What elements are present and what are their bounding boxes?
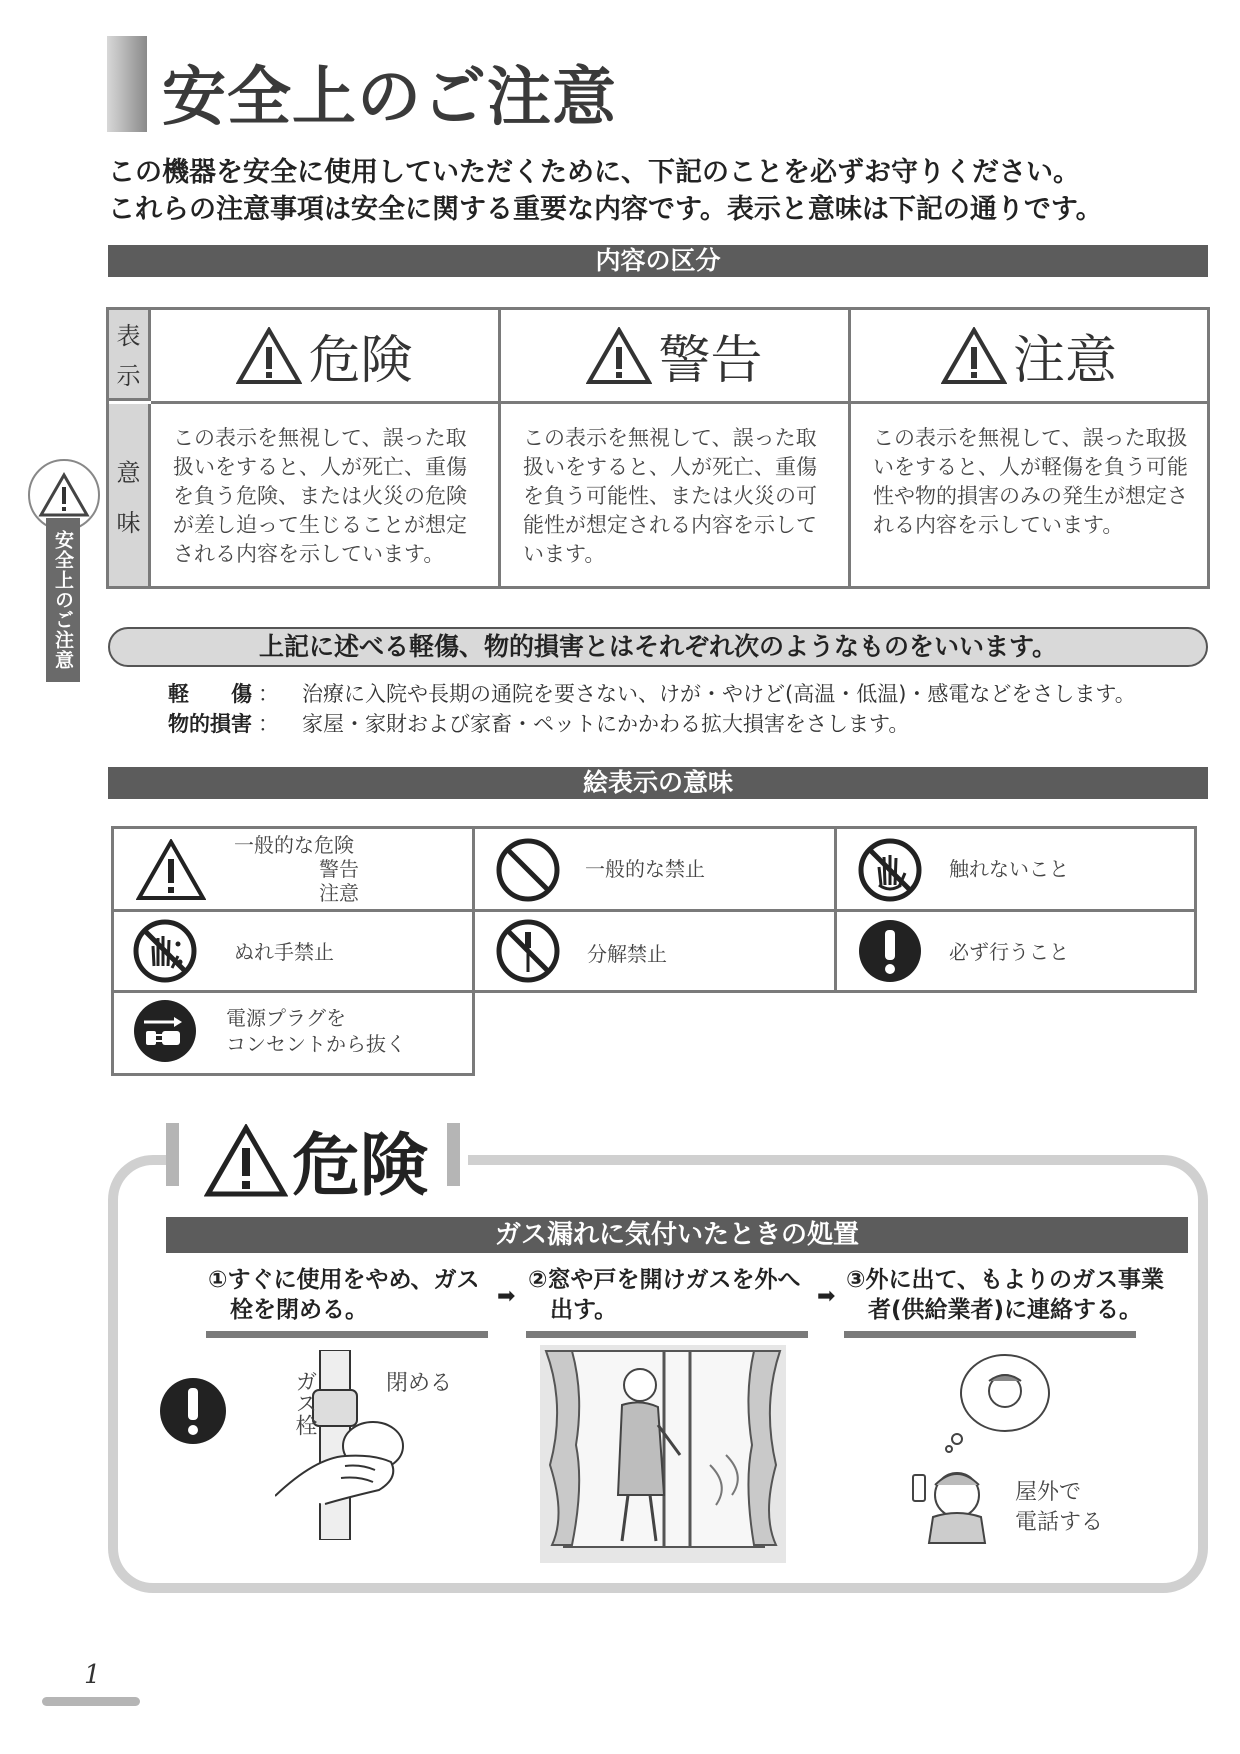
gas-valve-label: ガス栓 xyxy=(292,1370,317,1436)
symbols-header: 絵表示の意味 xyxy=(108,767,1208,799)
close-label: 閉める xyxy=(386,1371,453,1396)
category-name: 危険 xyxy=(308,331,413,391)
row-label-char: 表 xyxy=(116,322,141,350)
definitions-header: 上記に述べる軽傷、物的損害とはそれぞれ次のようなものをいいます。 xyxy=(108,627,1208,667)
symbol-label: 電源プラグを xyxy=(226,1006,346,1030)
symbol-no-wet-hands xyxy=(114,912,472,990)
step-arrow-icon: ➡ xyxy=(497,1284,516,1309)
outdoor-call-label xyxy=(1015,1478,1103,1538)
mandatory-icon xyxy=(158,1376,228,1446)
warning-triangle-icon xyxy=(941,327,1007,385)
gas-leak-header: ガス漏れに気付いたときの処置 xyxy=(166,1217,1188,1253)
symbol-label: 一般的な危険 xyxy=(234,833,354,857)
symbol-label: 注意 xyxy=(319,881,359,905)
page-title: 安全上のご注意 xyxy=(162,61,617,135)
symbol-label: 触れないこと xyxy=(949,857,1069,881)
symbol-label: 一般的な禁止 xyxy=(585,857,705,881)
mandatory-icon xyxy=(857,918,923,984)
outdoor-call-text: 電話する xyxy=(1015,1510,1104,1535)
warning-triangle-icon xyxy=(136,839,206,901)
definition-colon: ： xyxy=(258,682,279,706)
title-accent-bar xyxy=(107,36,147,132)
symbol-no-disassembly xyxy=(475,912,834,990)
warning-triangle-icon xyxy=(586,327,652,385)
step-1 xyxy=(208,1265,480,1325)
symbol-general-prohibition xyxy=(475,829,834,909)
category-name: 警告 xyxy=(658,331,763,391)
step-text: ③外に出て、もよりのガス事業 xyxy=(846,1267,1165,1293)
warning-triangle-icon xyxy=(204,1124,288,1198)
intro-line-2: これらの注意事項は安全に関する重要な内容です。表示と意味は下記の通りです。 xyxy=(108,194,1103,225)
symbol-label: 分解禁止 xyxy=(587,942,667,966)
panel-divider xyxy=(447,1123,460,1186)
definition-term: 物的損害 xyxy=(168,712,252,736)
category-name: 注意 xyxy=(1012,331,1117,391)
page-number-rule xyxy=(42,1697,140,1706)
page-number: 1 xyxy=(84,1660,101,1690)
step-text: ②窓や戸を開けガスを外へ xyxy=(528,1267,801,1293)
category-text-warning: この表示を無視して、誤った取扱いをすると、人が死亡、重傷を負う可能性、または火災の可能性が想定される内容を示しています。 xyxy=(523,426,817,566)
category-text-danger: この表示を無視して、誤った取扱いをすると、人が死亡、重傷を負う危険、または火災の危険が差し迫って生じることが想定される内容を示しています。 xyxy=(173,426,467,566)
step-rule xyxy=(526,1331,808,1338)
panel-divider xyxy=(166,1123,179,1186)
step-text: 栓を閉める。 xyxy=(230,1297,368,1323)
category-text-caution: この表示を無視して、誤った取扱いをすると、人が軽傷を負う可能性や物的損害のみの発生が想定される内容を示しています。 xyxy=(873,426,1188,537)
symbol-label: 必ず行うこと xyxy=(949,940,1069,964)
step-text: ①すぐに使用をやめ、ガス xyxy=(208,1267,480,1293)
definition-colon: ： xyxy=(258,712,279,736)
unplug-icon xyxy=(132,998,198,1064)
symbol-label: 警告 xyxy=(319,857,359,881)
category-head-danger xyxy=(151,310,498,401)
symbol-mandatory xyxy=(837,912,1194,990)
no-touch-icon xyxy=(857,837,923,903)
open-window-illustration xyxy=(540,1345,786,1563)
no-wet-hands-icon xyxy=(132,918,198,984)
symbols-table xyxy=(111,826,1197,993)
step-2 xyxy=(528,1265,800,1325)
prohibition-icon xyxy=(495,837,561,903)
step-arrow-icon: ➡ xyxy=(817,1284,836,1309)
step-rule xyxy=(844,1331,1136,1338)
danger-title-text: 危険 xyxy=(292,1127,429,1206)
category-table xyxy=(106,307,1210,589)
intro-line-1: この機器を安全に使用していただくために、下記のことを必ずお守りください。 xyxy=(108,157,1080,188)
symbol-no-touch xyxy=(837,829,1194,909)
category-head-caution xyxy=(851,310,1207,401)
row-label-char: 示 xyxy=(116,362,141,390)
side-tab-label: 安全上のご注意 xyxy=(46,518,80,682)
symbol-label: コンセントから抜く xyxy=(226,1032,406,1056)
step-3 xyxy=(846,1265,1164,1325)
row-label-meaning xyxy=(109,404,151,586)
symbol-unplug xyxy=(111,990,475,1076)
symbol-label: ぬれ手禁止 xyxy=(234,940,334,964)
danger-title xyxy=(204,1112,428,1209)
step-text: 出す。 xyxy=(550,1297,618,1323)
warning-triangle-icon xyxy=(236,327,302,385)
row-label-display xyxy=(109,310,151,401)
definition-text: 治療に入院や長期の通院を要さない、けが・やけど(高温・低温)・感電などをさします。 xyxy=(302,682,1136,706)
step-text: 者(供給業者)に連絡する。 xyxy=(868,1297,1143,1323)
definition-term: 軽 傷 xyxy=(168,682,252,706)
row-label-char: 味 xyxy=(116,509,141,537)
symbol-general-danger xyxy=(114,829,472,909)
category-head-warning xyxy=(501,310,848,401)
categories-header: 内容の区分 xyxy=(108,245,1208,277)
definition-text: 家屋・家財および家畜・ペットにかかわる拡大損害をさします。 xyxy=(302,712,910,736)
row-label-char: 意 xyxy=(116,459,141,487)
outdoor-call-text: 屋外で xyxy=(1015,1480,1082,1505)
no-disassembly-icon xyxy=(495,918,561,984)
step-rule xyxy=(206,1331,488,1338)
